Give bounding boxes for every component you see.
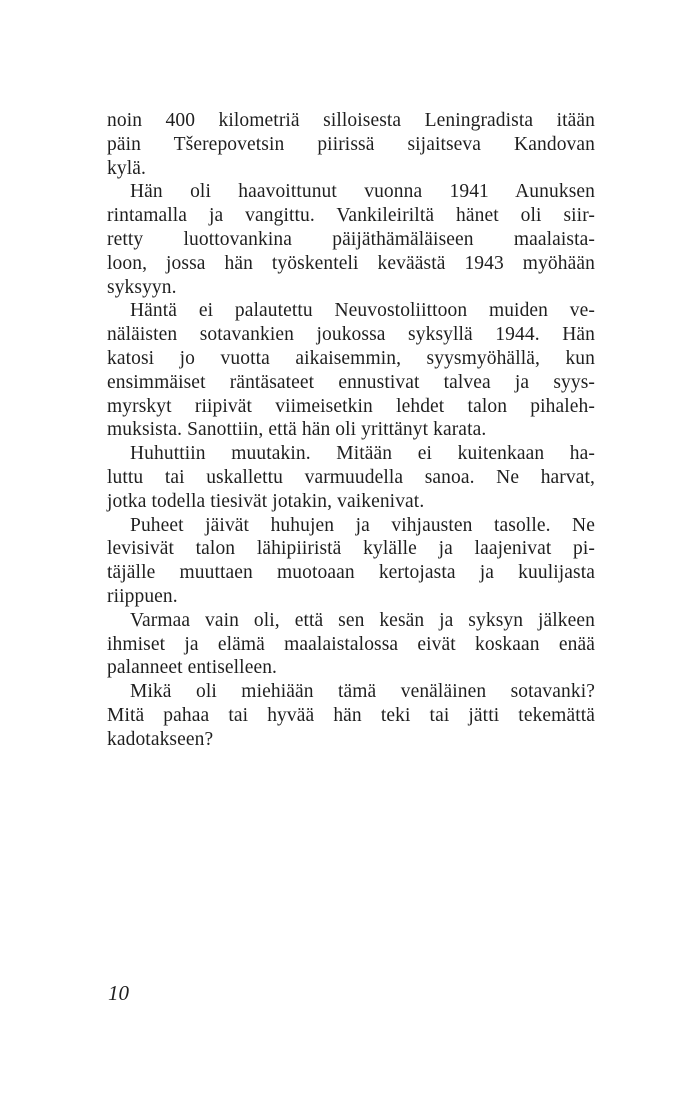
text-line: Huhuttiin muutakin. Mitään ei kuitenkaan ha- <box>130 443 595 465</box>
text-line: noin 400 kilometriä silloisesta Leningradista itään <box>107 110 595 131</box>
text-line: retty luottovankina päijäthämäläiseen maalaista- <box>107 228 595 250</box>
text-line: näläisten sotavankien joukossa syksyllä 1944. Hän <box>107 324 595 346</box>
paragraph <box>107 109 595 180</box>
text-line: täjälle muuttaen muotoaan kertojasta ja kuulijasta <box>107 562 595 584</box>
paragraph <box>107 680 595 751</box>
text-line: Häntä ei palautettu Neuvostoliittoon muiden ve- <box>130 300 595 322</box>
text-line: kylä. <box>107 157 146 179</box>
text-line: palanneet entiselleen. <box>107 657 278 679</box>
text-line: myrskyt riipivät viimeisetkin lehdet talon pihaleh- <box>107 395 595 417</box>
text-line: Mikä oli miehiään tämä venäläinen sotavanki? <box>130 681 595 703</box>
text-line: katosi jo vuotta aikaisemmin, syysmyöhällä, kun <box>107 347 595 369</box>
text-line: rintamalla ja vangittu. Vankileiriltä hänet oli siir- <box>107 205 595 227</box>
text-line: luttu tai uskallettu varmuudella sanoa. Ne harvat, <box>107 466 595 488</box>
text-line: levisivät talon lähipiiristä kylälle ja laajenivat pi- <box>107 538 595 560</box>
text-line: Hän oli haavoittunut vuonna 1941 Aunuksen <box>130 181 595 203</box>
text-line: muksista. Sanottiin, että hän oli yrittänyt karata. <box>107 419 487 441</box>
text-line: riippuen. <box>107 585 178 607</box>
page-number: 10 <box>108 981 129 1005</box>
paragraph <box>107 180 595 299</box>
text-line: Varmaa vain oli, että sen kesän ja syksyn jälkeen <box>130 609 595 631</box>
text-line: kadotakseen? <box>107 728 214 750</box>
text-line: ihmiset ja elämä maalaistalossa eivät koskaan enää <box>107 633 595 655</box>
text-block <box>107 109 595 752</box>
text-line: jotka todella tiesivät jotakin, vaikenivat. <box>107 490 425 512</box>
text-line: ensimmäiset räntäsateet ennustivat talvea ja syys- <box>107 371 595 393</box>
paragraph <box>107 299 595 442</box>
text-line: päin Tšerepovetsin piirissä sijaitseva Kandovan <box>107 133 595 155</box>
text-line: loon, jossa hän työskenteli keväästä 1943 myöhään <box>107 252 595 274</box>
paragraph <box>107 514 595 609</box>
text-line: syksyyn. <box>107 276 177 298</box>
text-line: Puheet jäivät huhujen ja vihjausten tasolle. Ne <box>130 514 595 536</box>
paragraph <box>107 609 595 680</box>
text-line: Mitä pahaa tai hyvää hän teki tai jätti tekemättä <box>107 704 595 726</box>
paragraph <box>107 442 595 513</box>
